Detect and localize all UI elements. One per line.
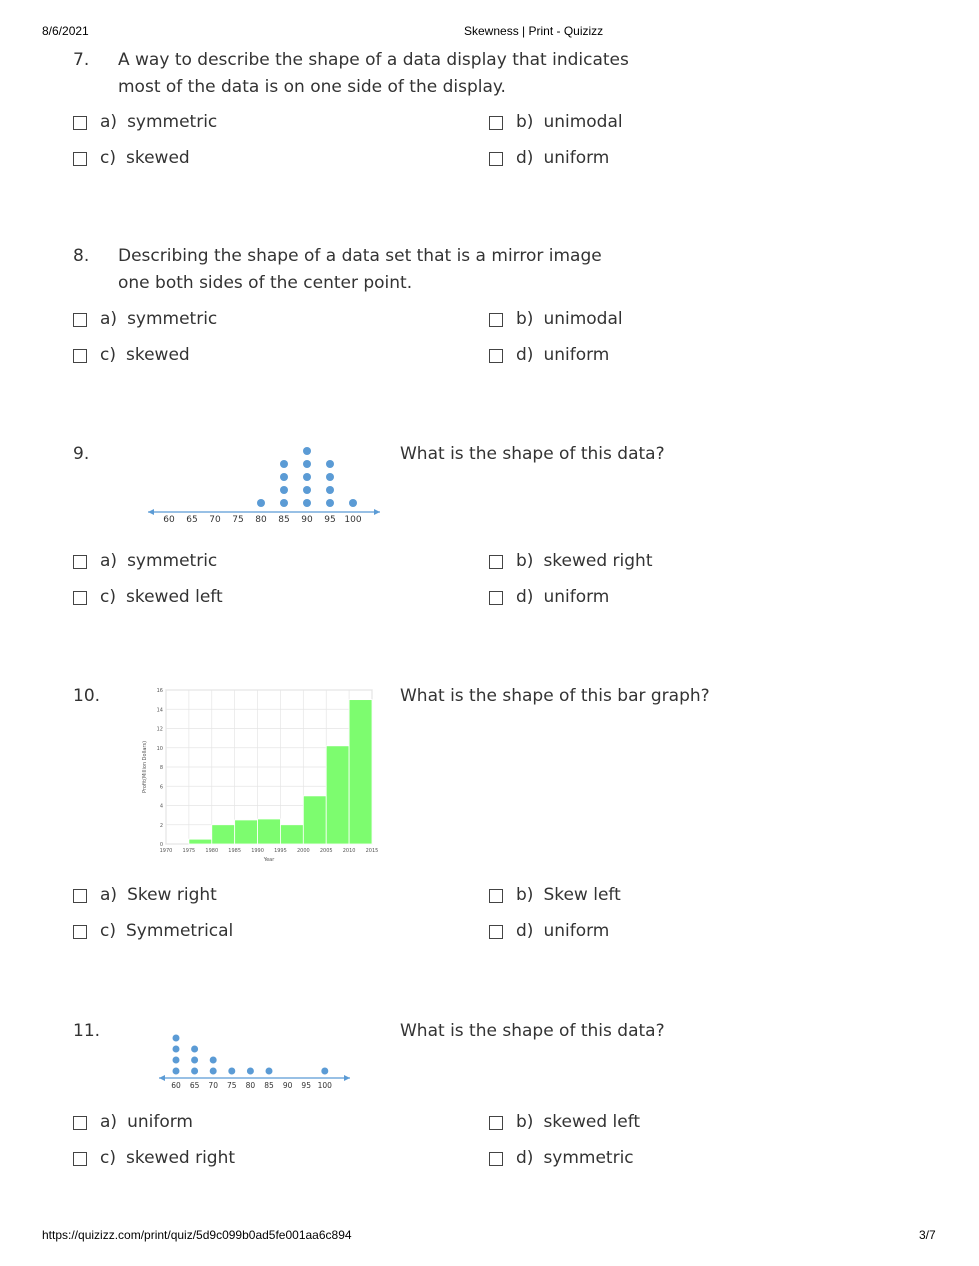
x-tick-label: 2005 bbox=[319, 848, 333, 854]
option-text: uniform bbox=[127, 1112, 193, 1132]
option-d[interactable] bbox=[489, 342, 609, 369]
checkbox[interactable] bbox=[73, 1152, 87, 1166]
checkbox[interactable] bbox=[73, 152, 87, 166]
option-b[interactable] bbox=[489, 882, 621, 909]
option-text: uniform bbox=[543, 345, 610, 365]
y-tick-label: 6 bbox=[159, 784, 163, 791]
tick-label: 80 bbox=[245, 1081, 256, 1090]
data-dot bbox=[210, 1068, 217, 1075]
data-dot bbox=[303, 460, 311, 468]
checkbox[interactable] bbox=[489, 555, 503, 569]
checkbox[interactable] bbox=[489, 349, 503, 363]
tick-label: 60 bbox=[171, 1081, 181, 1090]
x-axis-label: Year bbox=[263, 857, 275, 863]
y-tick-label: 2 bbox=[159, 822, 163, 829]
option-letter: c) bbox=[100, 921, 116, 941]
option-text: uniform bbox=[543, 148, 610, 168]
page-url: https://quizizz.com/print/quiz/5d9c099b0ad5fe001aa6c894 bbox=[42, 1228, 352, 1242]
option-a[interactable] bbox=[73, 306, 217, 333]
checkbox[interactable] bbox=[489, 1116, 503, 1130]
axis-arrow-right bbox=[374, 509, 380, 515]
checkbox[interactable] bbox=[489, 1152, 503, 1166]
option-a[interactable] bbox=[73, 109, 217, 136]
option-a[interactable] bbox=[73, 548, 217, 575]
option-c[interactable] bbox=[73, 584, 223, 611]
tick-label: 75 bbox=[227, 1081, 237, 1090]
tick-label: 65 bbox=[189, 1081, 200, 1090]
option-text: uniform bbox=[543, 921, 610, 941]
option-text: Skew right bbox=[127, 885, 217, 905]
histogram-chart bbox=[136, 684, 386, 868]
tick-label: 65 bbox=[186, 515, 198, 525]
data-dot bbox=[210, 1057, 217, 1064]
dot-plot-chart bbox=[156, 1031, 356, 1093]
option-letter: b) bbox=[516, 1112, 534, 1132]
option-b[interactable] bbox=[489, 109, 623, 136]
question-number: 7. bbox=[73, 50, 90, 70]
x-tick-label: 1985 bbox=[228, 848, 242, 854]
option-c[interactable] bbox=[73, 918, 233, 945]
tick-label: 100 bbox=[344, 515, 362, 525]
option-letter: d) bbox=[516, 1148, 534, 1168]
x-tick-label: 1995 bbox=[274, 848, 287, 854]
x-tick-label: 1990 bbox=[251, 848, 264, 854]
checkbox[interactable] bbox=[73, 349, 87, 363]
data-dot bbox=[280, 473, 288, 481]
histogram-bar bbox=[303, 796, 326, 844]
option-c[interactable] bbox=[73, 1145, 235, 1172]
option-letter: c) bbox=[100, 148, 116, 168]
data-dot bbox=[303, 499, 311, 507]
page-number: 3/7 bbox=[919, 1228, 936, 1242]
option-b[interactable] bbox=[489, 548, 653, 575]
option-text: unimodal bbox=[543, 112, 623, 132]
data-dot bbox=[173, 1035, 180, 1042]
checkbox[interactable] bbox=[73, 889, 87, 903]
checkbox[interactable] bbox=[489, 889, 503, 903]
option-letter: b) bbox=[516, 551, 534, 571]
option-d[interactable] bbox=[489, 584, 609, 611]
checkbox[interactable] bbox=[73, 591, 87, 605]
tick-label: 85 bbox=[278, 515, 290, 525]
checkbox[interactable] bbox=[489, 591, 503, 605]
option-c[interactable] bbox=[73, 145, 190, 172]
data-dot bbox=[280, 486, 288, 494]
data-dot bbox=[326, 486, 334, 494]
print-date: 8/6/2021 bbox=[42, 24, 89, 38]
option-letter: c) bbox=[100, 587, 116, 607]
option-b[interactable] bbox=[489, 306, 623, 333]
x-tick-label: 2010 bbox=[342, 848, 356, 854]
x-tick-label: 2000 bbox=[296, 848, 310, 854]
option-b[interactable] bbox=[489, 1109, 640, 1136]
checkbox[interactable] bbox=[489, 313, 503, 327]
x-tick-label: 1975 bbox=[182, 848, 196, 854]
tick-label: 90 bbox=[282, 1081, 293, 1090]
data-dot bbox=[349, 499, 357, 507]
option-letter: d) bbox=[516, 921, 534, 941]
option-d[interactable] bbox=[489, 918, 609, 945]
x-tick-label: 1970 bbox=[159, 848, 173, 854]
tick-label: 70 bbox=[208, 1081, 218, 1090]
option-letter: a) bbox=[100, 551, 118, 571]
checkbox[interactable] bbox=[73, 116, 87, 130]
axis-arrow-right bbox=[344, 1075, 350, 1081]
data-dot bbox=[326, 499, 334, 507]
tick-label: 85 bbox=[264, 1081, 274, 1090]
checkbox[interactable] bbox=[73, 313, 87, 327]
histogram-bar bbox=[258, 819, 281, 844]
data-dot bbox=[280, 460, 288, 468]
data-dot bbox=[173, 1068, 180, 1075]
y-tick-label: 4 bbox=[159, 803, 163, 810]
question-number: 11. bbox=[73, 1021, 101, 1041]
data-dot bbox=[228, 1068, 235, 1075]
option-text: uniform bbox=[543, 587, 610, 607]
option-letter: a) bbox=[100, 309, 118, 329]
y-tick-label: 12 bbox=[156, 726, 163, 733]
histogram-bar bbox=[349, 700, 372, 844]
y-tick-label: 14 bbox=[156, 707, 163, 714]
checkbox[interactable] bbox=[489, 152, 503, 166]
histogram-bar bbox=[189, 839, 212, 844]
option-text: skewed left bbox=[125, 587, 223, 607]
question-number: 8. bbox=[73, 246, 90, 266]
histogram-bar bbox=[212, 825, 235, 844]
option-text: symmetric bbox=[127, 551, 218, 571]
y-tick-label: 8 bbox=[159, 765, 163, 771]
data-dot bbox=[247, 1068, 254, 1075]
question-number: 9. bbox=[73, 444, 90, 464]
tick-label: 60 bbox=[163, 515, 175, 525]
option-letter: d) bbox=[516, 345, 534, 365]
histogram-bar bbox=[235, 820, 258, 844]
option-letter: a) bbox=[100, 885, 118, 905]
histogram-bar bbox=[326, 746, 349, 844]
option-letter: a) bbox=[100, 112, 118, 132]
option-text: skewed right bbox=[125, 1148, 236, 1168]
option-text: skewed bbox=[125, 148, 190, 168]
axis-arrow-left bbox=[159, 1075, 165, 1081]
option-letter: c) bbox=[100, 1148, 116, 1168]
y-axis-label: Profit(Million Dollars) bbox=[142, 740, 148, 794]
data-dot bbox=[173, 1057, 180, 1064]
tick-label: 80 bbox=[255, 515, 267, 525]
data-dot bbox=[303, 486, 311, 494]
data-dot bbox=[191, 1046, 198, 1053]
option-text: symmetric bbox=[127, 309, 218, 329]
option-text: unimodal bbox=[543, 309, 623, 329]
data-dot bbox=[257, 499, 265, 507]
x-tick-label: 1980 bbox=[205, 848, 219, 854]
option-text: symmetric bbox=[543, 1148, 634, 1168]
option-d[interactable] bbox=[489, 145, 609, 172]
data-dot bbox=[326, 473, 334, 481]
tick-label: 100 bbox=[317, 1081, 332, 1090]
data-dot bbox=[321, 1068, 328, 1075]
option-letter: b) bbox=[516, 112, 534, 132]
option-text: Skew left bbox=[543, 885, 621, 905]
y-tick-label: 10 bbox=[156, 745, 163, 752]
data-dot bbox=[280, 499, 288, 507]
option-c[interactable] bbox=[73, 342, 190, 369]
option-text: symmetric bbox=[127, 112, 218, 132]
x-tick-label: 2015 bbox=[365, 848, 379, 854]
question-text: A way to describe the shape of a data display that indicates most of the data is on one side of the display. bbox=[118, 50, 629, 97]
data-dot bbox=[303, 473, 311, 481]
option-text: skewed right bbox=[543, 551, 653, 571]
data-dot bbox=[191, 1057, 198, 1064]
option-a[interactable] bbox=[73, 882, 217, 909]
data-dot bbox=[303, 447, 311, 455]
option-letter: a) bbox=[100, 1112, 118, 1132]
data-dot bbox=[191, 1068, 198, 1075]
question-text: What is the shape of this data? bbox=[400, 444, 665, 464]
question-number: 10. bbox=[73, 686, 101, 706]
data-dot bbox=[326, 460, 334, 468]
option-letter: d) bbox=[516, 148, 534, 168]
data-dot bbox=[266, 1068, 273, 1075]
tick-label: 95 bbox=[301, 1081, 311, 1090]
question-text: What is the shape of this data? bbox=[400, 1021, 665, 1041]
tick-label: 90 bbox=[301, 515, 313, 525]
data-dot bbox=[173, 1046, 180, 1053]
option-a[interactable] bbox=[73, 1109, 193, 1136]
checkbox[interactable] bbox=[489, 925, 503, 939]
checkbox[interactable] bbox=[73, 1116, 87, 1130]
option-text: skewed left bbox=[543, 1112, 641, 1132]
dot-plot-chart bbox=[146, 444, 384, 528]
option-d[interactable] bbox=[489, 1145, 634, 1172]
option-letter: b) bbox=[516, 885, 534, 905]
option-letter: c) bbox=[100, 345, 116, 365]
option-letter: b) bbox=[516, 309, 534, 329]
checkbox[interactable] bbox=[489, 116, 503, 130]
question-text: Describing the shape of a data set that is a mirror image one both sides of the center point. bbox=[118, 246, 602, 293]
tick-label: 70 bbox=[209, 515, 221, 525]
y-tick-label: 0 bbox=[159, 842, 163, 848]
histogram-bar bbox=[280, 825, 303, 844]
checkbox[interactable] bbox=[73, 925, 87, 939]
axis-arrow-left bbox=[148, 509, 154, 515]
option-text: skewed bbox=[125, 345, 190, 365]
y-tick-label: 16 bbox=[156, 688, 163, 694]
page-title: Skewness | Print - Quizizz bbox=[464, 24, 604, 38]
checkbox[interactable] bbox=[73, 555, 87, 569]
tick-label: 95 bbox=[324, 515, 336, 525]
question-text: What is the shape of this bar graph? bbox=[400, 686, 710, 706]
option-letter: d) bbox=[516, 587, 534, 607]
tick-label: 75 bbox=[232, 515, 244, 525]
option-text: Symmetrical bbox=[125, 921, 234, 941]
